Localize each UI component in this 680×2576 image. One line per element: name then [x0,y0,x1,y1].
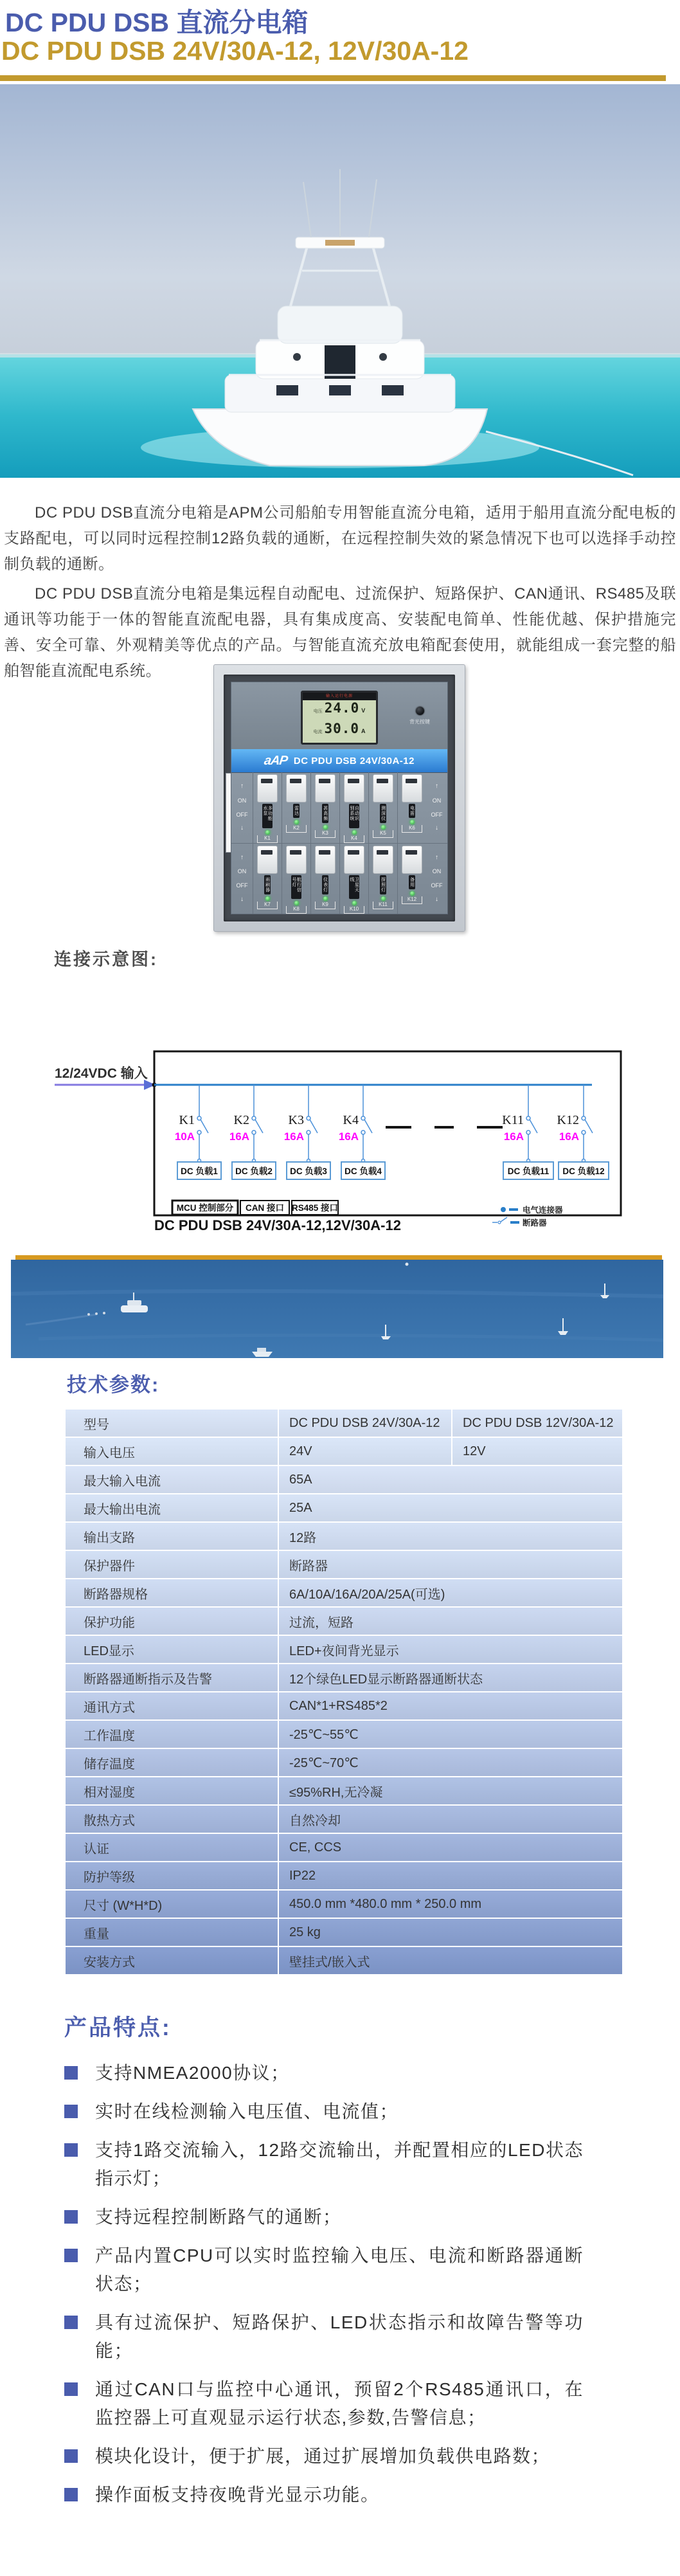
channel-id-label: K4 [344,835,364,843]
load-label: 雷达 [293,804,299,818]
breaker-channel-K1 [253,772,282,843]
backlight-button [416,707,424,715]
module-box-label: MCU 控制部分 [176,1203,234,1213]
square-bullet-icon [64,2316,78,2329]
brand-logo: aAP [263,753,289,768]
feature-item-6 [64,2308,630,2365]
spec-row [66,1862,622,1889]
load-label: 甚高频 [322,804,328,823]
channel-id-label: K12 [402,896,422,904]
status-led [294,820,299,824]
load-label: 航行信号灯 [291,875,302,900]
spec-row [66,1466,622,1493]
feature-text: 模块化设计，便于扩展，通过扩展增加负载供电路数； [95,2446,551,2466]
breaker-rating: 16A [283,1130,304,1143]
device-front-panel [231,682,448,914]
spec-row [66,1947,622,1974]
lcd-voltage-row [303,700,376,721]
feature-text: 支持1路交流输入，12路交流输出，并配置相应的LED状态指示灯； [95,2140,584,2188]
breaker-channel-K3 [310,772,339,843]
spec-label: 断路器规格 [66,1579,278,1606]
breaker-rating: 10A [174,1130,195,1143]
spec-label: 防护等级 [66,1862,278,1889]
breaker-switch-K5 [373,774,393,803]
spec-value: DC PDU DSB 12V/30A-12 [452,1410,622,1437]
current-unit: A [361,728,366,734]
spec-row [66,1834,622,1861]
voltage-unit: V [361,707,366,714]
feature-item-5 [64,2242,630,2298]
on-off-indicator: ↑ ON OFF ↓ [431,783,443,832]
enclosure-box [154,1051,621,1215]
breaker-channel-K12 [397,844,426,914]
spec-value: 12路 [279,1523,622,1550]
feature-item-1 [64,2059,630,2087]
status-led [265,896,270,901]
on-off-indicator: ↑ ON OFF ↓ [431,853,443,903]
spec-value: 65A [279,1466,622,1493]
feature-text: 支持远程控制断路气的通断； [95,2207,342,2227]
load-label: 自动识别系统 [349,804,360,828]
breaker-name: K3 [288,1113,304,1127]
tech-params-table [64,1408,623,1975]
square-bullet-icon [64,2210,78,2224]
load-box-label: DC 负载11 [507,1166,550,1176]
load-label: 备用 [409,875,415,889]
status-led [323,896,328,901]
feature-text: 产品内置CPU可以实时监控输入电压、电流和断路器通断状态； [95,2245,584,2294]
spec-row [66,1692,622,1719]
load-box-label: DC 负载2 [235,1166,273,1176]
breaker-switch-K4 [344,774,364,803]
spec-value: LED+夜间背光显示 [279,1636,622,1663]
hero-boat-image [0,84,680,478]
feature-text: 操作面板支持夜晚背光显示功能。 [95,2485,380,2505]
breaker-row-2 [231,843,447,914]
feature-item-4 [64,2203,630,2231]
load-label: 卫星天线 [349,875,360,900]
breaker-switch-K8 [286,846,307,874]
intro-paragraph-1: DC PDU DSB直流分电箱是APM公司船舶专用智能直流分电箱，适用于船用直流分配电板的支路配电，可以同时远程控制12路负载的通断，在远程控制失效的紧急情况下也可以选择手动控制负载的通断。 [4,504,676,573]
square-bullet-icon [64,2488,78,2501]
spec-label: 型号 [66,1410,278,1437]
channel-id-label: K9 [315,902,336,909]
load-label: 探照灯 [380,875,386,894]
status-led [352,901,357,905]
spec-row [66,1579,622,1606]
spec-value: -25℃~70℃ [279,1749,622,1776]
channel-id-label: K3 [315,830,336,838]
spec-row [66,1664,622,1691]
tech-params-heading: 技术参数: [67,1374,160,1396]
spec-value: ≤95%RH,无冷凝 [279,1777,622,1804]
breaker-name: K11 [502,1113,524,1127]
product-photo-dc-pdu [213,664,465,932]
spec-row [66,1721,622,1748]
spec-label: 最大输入电流 [66,1466,278,1493]
status-led [265,830,270,835]
square-bullet-icon [64,2105,78,2118]
breaker-channel-K5 [368,772,397,843]
spec-value: 25 kg [279,1919,622,1946]
feature-text: 实时在线检测输入电压值、电流值； [95,2101,399,2121]
device-model-label: DC PDU DSB 24V/30A-12 [293,755,415,766]
feature-text: 支持NMEA2000协议； [95,2063,290,2083]
legend-connector-label: 电气连接器 [523,1206,563,1215]
square-bullet-icon [64,2143,78,2157]
spec-label: 安装方式 [66,1947,278,1974]
spec-value: 450.0 mm *480.0 mm * 250.0 mm [279,1891,622,1918]
diagram-input-label: 12/24VDC 输入 [55,1066,148,1081]
connection-diagram [0,1042,680,1247]
square-bullet-icon [64,2382,78,2396]
breaker-row-1 [231,772,447,843]
lcd-current-row [303,721,376,741]
spec-value: 过流，短路 [279,1608,622,1635]
lcd-display [301,691,378,745]
breaker-switch-K9 [315,846,336,874]
breaker-rating: 16A [229,1130,249,1143]
backlight-button-label: 背光按键 [409,719,430,725]
load-label: 电笛 [409,804,415,818]
channel-id-label: K2 [286,825,307,833]
channel-id-label: K1 [257,835,278,843]
status-led [410,820,415,824]
current-value: 30.0 [324,721,360,736]
square-bullet-icon [64,2449,78,2463]
title-underline [0,75,666,81]
spec-row [66,1608,622,1635]
voltage-value: 24.0 [324,700,360,716]
intro-paragraph-2: DC PDU DSB直流分电箱是集远程自动配电、过流保护、短路保护、CAN通讯、RS485及联通讯等功能于一体的智能直流配电器，具有集成度高、安装配电简单、性能优越、保护措施完善、安全可靠、外观精美等优点的产品。与智能直流充放电箱配套使用，就能组成一套完整的船舶智能直流配电系统。 [4,585,676,680]
channel-id-label: K8 [286,906,307,914]
breaker-channel-K9 [310,844,339,914]
status-led [352,830,357,835]
spec-label: 保护功能 [66,1608,278,1635]
channel-id-label: K11 [373,902,393,909]
feature-text: 具有过流保护、短路保护、LED状态指示和故障告警等功能； [95,2312,584,2361]
breaker-channel-K11 [368,844,397,914]
spec-row [66,1551,622,1578]
spec-label: 通讯方式 [66,1692,278,1719]
spec-label: 断路器通断指示及告警 [66,1664,278,1691]
spec-label: LED显示 [66,1636,278,1663]
breaker-rating: 16A [338,1130,359,1143]
feature-item-8 [64,2442,630,2471]
spec-value: IP22 [279,1862,622,1889]
spec-row [66,1891,622,1918]
breaker-rating: 16A [503,1130,524,1143]
spec-value: CE, CCS [279,1834,622,1861]
spec-value: 12个绿色LED显示断路器通断状态 [279,1664,622,1691]
load-label: 仪表灯 [322,875,328,894]
spec-row [66,1806,622,1833]
channel-id-label: K5 [373,830,393,838]
spec-label: 认证 [66,1834,278,1861]
breaker-switch-K2 [286,774,307,803]
breaker-channel-K7 [253,844,282,914]
device-name-band [231,749,447,773]
diagram-caption: DC PDU DSB 24V/30A-12,12V/30A-12 [154,1217,401,1233]
page-title: DC PDU DSB 直流分电箱 [5,8,309,37]
load-label: 雨刷器 [264,875,270,894]
voltage-label: 电压 [313,709,323,714]
spec-label: 储存温度 [66,1749,278,1776]
feature-text: 通过CAN口与监控中心通讯，预留2个RS485通讯口，在监控器上可直观显示运行状态,参数,告警信息； [95,2379,584,2427]
spec-label: 输出支路 [66,1523,278,1550]
feature-item-7 [64,2375,630,2432]
module-box-label: CAN 接口 [246,1203,284,1213]
spec-value: 自然冷却 [279,1806,622,1833]
page-subtitle: DC PDU DSB 24V/30A-12, 12V/30A-12 [1,36,469,66]
breaker-switch-K12 [402,846,422,874]
spec-value: 25A [279,1494,622,1521]
spec-label: 散热方式 [66,1806,278,1833]
feature-item-2 [64,2098,630,2126]
spec-label: 保护器件 [66,1551,278,1578]
spec-value: CAN*1+RS485*2 [279,1692,622,1719]
spec-label: 重量 [66,1919,278,1946]
lcd-header-label: 输入运行电源 [303,693,376,700]
spec-row [66,1777,622,1804]
breaker-switch-K6 [402,774,422,803]
spec-row [66,1438,622,1465]
feature-item-9 [64,2481,630,2509]
breaker-switch-K7 [257,846,278,874]
breaker-switch-K11 [373,846,393,874]
spec-label: 最大输出电流 [66,1494,278,1521]
current-label: 电流 [313,730,323,734]
spec-row [66,1749,622,1776]
diagram-section-label: 连接示意图: [54,950,158,969]
channel-id-label: K7 [257,902,278,909]
spec-row [66,1636,622,1663]
spec-row [66,1494,622,1521]
breaker-name: K2 [233,1113,249,1127]
breaker-channel-K10 [339,844,368,914]
load-label: 多功能水泵 [262,804,273,828]
square-bullet-icon [64,2249,78,2262]
spec-value: 12V [452,1438,622,1465]
load-box-label: DC 负载4 [344,1166,382,1176]
channel-id-label: K10 [344,906,364,914]
on-off-indicator: ↑ ON OFF ↓ [236,783,248,832]
status-led [410,891,415,896]
breaker-switch-K3 [315,774,336,803]
breaker-rows [231,772,447,914]
spec-value: 6A/10A/16A/20A/25A(可选) [279,1579,622,1606]
breaker-channel-K8 [282,844,310,914]
legend-connector-symbol [501,1207,506,1212]
spec-value: 壁挂式/嵌入式 [279,1947,622,1974]
status-led [381,825,386,830]
breaker-name: K4 [343,1113,359,1127]
spec-row [66,1919,622,1946]
load-box-label: DC 负载1 [181,1166,218,1176]
spec-label: 相对湿度 [66,1777,278,1804]
feature-item-3 [64,2136,630,2193]
sea-banner-image [0,1255,680,1358]
square-bullet-icon [64,2066,78,2080]
spec-value: -25℃~55℃ [279,1721,622,1748]
breaker-channel-K4 [339,772,368,843]
on-off-indicator: ↑ ON OFF ↓ [236,853,248,903]
legend-breaker-label: 断路器 [523,1219,547,1228]
tech-params-table-wrap [64,1408,621,1975]
load-box-label: DC 负载12 [562,1166,605,1176]
spec-label: 输入电压 [66,1438,278,1465]
spec-value: DC PDU DSB 24V/30A-12 [279,1410,451,1437]
breaker-name: K1 [179,1113,195,1127]
spec-value: 断路器 [279,1551,622,1578]
status-led [294,901,299,905]
status-led [381,896,386,901]
status-led [323,825,328,830]
breaker-channel-K2 [282,772,310,843]
module-box-label: RS485 接口 [291,1203,339,1213]
breaker-rating: 16A [559,1130,579,1143]
banner-gold-bar [15,1255,662,1260]
device-display-section [231,682,447,750]
breaker-channel-K6 [397,772,426,843]
breaker-name: K12 [557,1113,579,1127]
channel-id-label: K6 [402,825,422,833]
spec-row [66,1410,622,1437]
breaker-switch-K10 [344,846,364,874]
spec-label: 尺寸 (W*H*D) [66,1891,278,1918]
load-box-label: DC 负载3 [290,1166,327,1176]
breaker-switch-K1 [257,774,278,803]
spec-label: 工作温度 [66,1721,278,1748]
spec-row [66,1523,622,1550]
spec-value: 24V [279,1438,451,1465]
load-label: 测深仪 [380,804,386,823]
features-list [64,2059,630,2519]
features-heading: 产品特点: [64,2015,172,2040]
